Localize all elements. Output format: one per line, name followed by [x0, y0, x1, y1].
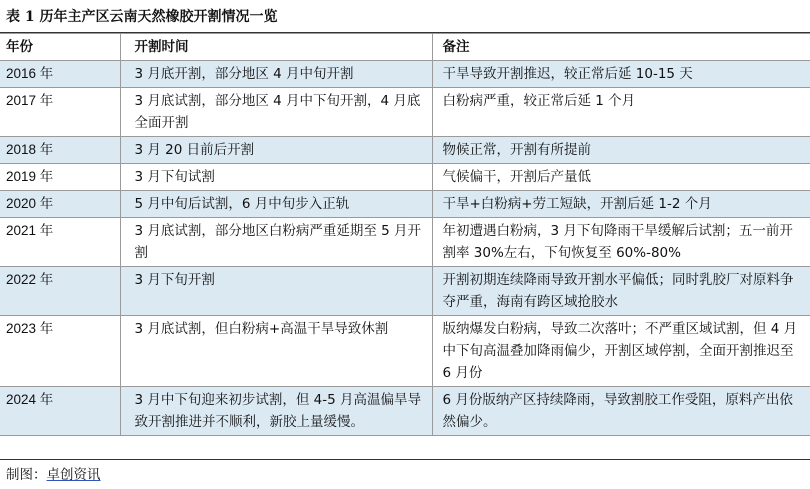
header-year: 年份	[0, 34, 120, 61]
table-row	[0, 218, 810, 267]
rubber-tapping-table	[0, 33, 810, 436]
time-cell: 3 月中下旬迎来初步试割，但 4-5 月高温偏旱导致开割推进并不顺利，新胶上量缓慢。	[120, 387, 432, 436]
header-row	[0, 34, 810, 61]
header-time: 开割时间	[120, 34, 432, 61]
note-cell: 开割初期连续降雨导致开割水平偏低；同时乳胶厂对原料争夺严重，海南有跨区域抢胶水	[432, 267, 810, 316]
time-cell: 3 月底试割，部分地区 4 月中下旬开割，4 月底全面开割	[120, 88, 432, 137]
year-cell: 2024 年	[0, 387, 120, 436]
year-cell: 2017 年	[0, 88, 120, 137]
note-cell: 干旱导致开割推迟，较正常后延 10-15 天	[432, 61, 810, 88]
table-row	[0, 267, 810, 316]
year-cell: 2021 年	[0, 218, 120, 267]
year-cell: 2022 年	[0, 267, 120, 316]
header-note: 备注	[432, 34, 810, 61]
table-row	[0, 164, 810, 191]
time-cell: 3 月下旬开割	[120, 267, 432, 316]
year-cell: 2023 年	[0, 316, 120, 387]
time-cell: 3 月 20 日前后开割	[120, 137, 432, 164]
table-row	[0, 137, 810, 164]
bottom-rule	[0, 459, 810, 460]
year-cell: 2016 年	[0, 61, 120, 88]
note-cell: 白粉病严重，较正常后延 1 个月	[432, 88, 810, 137]
year-cell: 2018 年	[0, 137, 120, 164]
note-cell: 物候正常，开割有所提前	[432, 137, 810, 164]
source-label: 制图：	[6, 467, 47, 483]
note-cell: 版纳爆发白粉病，导致二次落叶；不严重区域试割，但 4 月中下旬高温叠加降雨偏少，开割区域停割，全面开割推迟至 6 月份	[432, 316, 810, 387]
table-row	[0, 191, 810, 218]
year-cell: 2020 年	[0, 191, 120, 218]
note-cell: 年初遭遇白粉病，3 月下旬降雨干旱缓解后试割；五一前开割率 30%左右，下旬恢复至 60%-80%	[432, 218, 810, 267]
source-line	[6, 463, 101, 483]
note-cell: 6 月份版纳产区持续降雨，导致割胶工作受阻，原料产出依然偏少。	[432, 387, 810, 436]
note-cell: 干旱+白粉病+劳工短缺，开割后延 1-2 个月	[432, 191, 810, 218]
table-row	[0, 316, 810, 387]
time-cell: 3 月下旬试割	[120, 164, 432, 191]
time-cell: 3 月底开割，部分地区 4 月中旬开割	[120, 61, 432, 88]
table-row	[0, 387, 810, 436]
source-name: 卓创资讯	[46, 467, 101, 483]
note-cell: 气候偏干，开割后产量低	[432, 164, 810, 191]
table-row	[0, 61, 810, 88]
time-cell: 3 月底试割，部分地区白粉病严重延期至 5 月开割	[120, 218, 432, 267]
table-row	[0, 88, 810, 137]
year-cell: 2019 年	[0, 164, 120, 191]
table-title: 表 1 历年主产区云南天然橡胶开割情况一览	[6, 9, 278, 25]
time-cell: 3 月底试割，但白粉病+高温干旱导致休割	[120, 316, 432, 387]
time-cell: 5 月中旬后试割，6 月中旬步入正轨	[120, 191, 432, 218]
